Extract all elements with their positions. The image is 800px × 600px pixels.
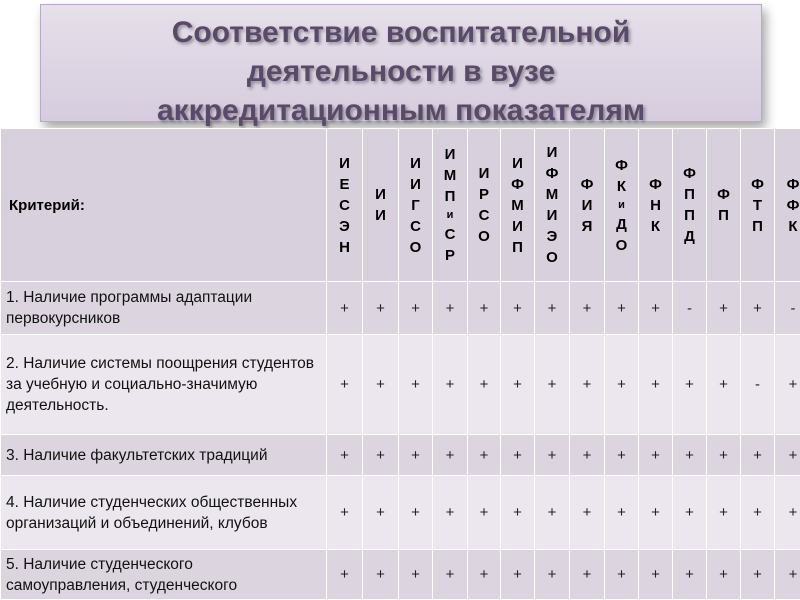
column-header-letter: С <box>339 196 350 214</box>
criterion-label: 5. Наличие студенческого самоуправления, студенческого <box>1 550 327 600</box>
column-header-letter: И <box>375 207 386 224</box>
column-header-letter: О <box>615 236 628 254</box>
column-header-text <box>741 129 774 281</box>
column-header-letter: Р <box>444 247 455 264</box>
column-header-letter: Ф <box>511 175 524 193</box>
column-header-text <box>468 129 500 281</box>
mark-cell: + <box>570 476 605 550</box>
mark-cell: + <box>433 435 468 476</box>
mark-cell: + <box>775 550 800 600</box>
mark-cell: + <box>433 550 468 600</box>
mark-cell: + <box>327 435 363 476</box>
criteria-table <box>0 128 800 600</box>
mark-cell: + <box>468 435 501 476</box>
column-header-letter: Ф <box>545 165 559 182</box>
mark-cell: + <box>327 550 363 600</box>
column-header-letter: О <box>546 249 558 266</box>
mark-cell: + <box>741 550 775 600</box>
mark-cell: + <box>570 282 605 335</box>
mark-cell: + <box>468 335 501 435</box>
mark-cell: + <box>707 335 741 435</box>
mark-cell: + <box>535 282 570 335</box>
column-header-letter: П <box>752 217 763 235</box>
title-box <box>40 4 762 127</box>
mark-cell: + <box>707 282 741 335</box>
column-header-letter: Д <box>684 228 695 245</box>
table-body <box>1 282 800 600</box>
column-header <box>535 129 570 282</box>
column-header-letter: О <box>478 228 490 245</box>
column-header-letter: Ф <box>786 175 800 193</box>
mark-cell: + <box>468 476 501 550</box>
column-header-letter: К <box>616 177 627 195</box>
mark-cell: + <box>363 550 399 600</box>
column-header-letter: Ф <box>649 175 662 193</box>
mark-cell: + <box>535 435 570 476</box>
criterion-label: 2. Наличие системы поощрения студентов за учебную и социально-значимую деятельность. <box>1 335 327 435</box>
column-header-text <box>535 129 569 281</box>
mark-cell: + <box>399 550 433 600</box>
column-header-letter: И <box>546 207 558 224</box>
mark-cell: + <box>775 435 800 476</box>
column-header-text <box>363 129 398 281</box>
column-header-letter: К <box>650 217 661 235</box>
mark-cell: + <box>535 476 570 550</box>
criterion-label: 1. Наличие программы адаптации первокурсников <box>1 282 327 335</box>
mark-cell: + <box>570 335 605 435</box>
column-header-letter: П <box>718 207 729 224</box>
mark-cell: + <box>673 435 707 476</box>
mark-cell: + <box>501 435 535 476</box>
column-header-letter: П <box>684 186 695 203</box>
mark-cell: + <box>605 335 639 435</box>
mark-cell: + <box>501 476 535 550</box>
column-header <box>673 129 707 282</box>
column-header-letter: И <box>478 165 490 182</box>
mark-cell: - <box>741 335 775 435</box>
column-header <box>468 129 501 282</box>
column-header-text <box>707 129 740 281</box>
column-header-letter: Ф <box>751 175 764 193</box>
mark-cell: + <box>433 282 468 335</box>
mark-cell: + <box>535 335 570 435</box>
table-row <box>1 435 800 476</box>
column-header-letter: Ф <box>615 156 628 174</box>
column-header-letter: М <box>443 167 457 184</box>
criterion-label: 4. Наличие студенческих общественных организаций и объединений, клубов <box>1 476 327 550</box>
mark-cell: + <box>433 335 468 435</box>
column-header-letter: И <box>444 146 456 163</box>
column-header-letter: Е <box>339 175 350 193</box>
table-row <box>1 476 800 550</box>
column-header-letter: Ф <box>683 165 696 182</box>
mark-cell: + <box>363 335 399 435</box>
mark-cell: + <box>327 282 363 335</box>
column-header-text <box>399 129 432 281</box>
table-row <box>1 335 800 435</box>
mark-cell: + <box>399 282 433 335</box>
column-header-letter: И <box>581 196 593 214</box>
criterion-header: Критерий: <box>1 129 327 282</box>
column-header <box>570 129 605 282</box>
mark-cell: + <box>673 335 707 435</box>
column-header-text <box>327 129 362 281</box>
mark-cell: + <box>741 476 775 550</box>
mark-cell: + <box>468 282 501 335</box>
title-line: деятельности в вузе <box>246 55 556 88</box>
mark-cell: + <box>775 476 800 550</box>
column-header-letter: И <box>375 186 386 203</box>
mark-cell: + <box>707 476 741 550</box>
table-row <box>1 282 800 335</box>
column-header <box>741 129 775 282</box>
column-header-text <box>639 129 672 281</box>
mark-cell: - <box>775 282 800 335</box>
column-header-letter: И <box>410 175 421 193</box>
column-header-letter: Ф <box>717 186 730 203</box>
mark-cell: + <box>673 476 707 550</box>
column-header <box>433 129 468 282</box>
column-header-letter: С <box>410 217 421 235</box>
column-header-letter: Ф <box>580 175 594 193</box>
mark-cell: + <box>535 550 570 600</box>
mark-cell: + <box>468 550 501 600</box>
mark-cell: + <box>501 335 535 435</box>
column-header-letter: Я <box>581 217 593 235</box>
mark-cell: + <box>501 550 535 600</box>
title-line: аккредитационным показателям <box>156 94 646 127</box>
column-header-letter: П <box>444 188 456 205</box>
mark-cell: + <box>639 335 673 435</box>
column-header-letter: Э <box>339 217 350 235</box>
table-header-row <box>1 129 800 282</box>
mark-cell: + <box>570 435 605 476</box>
column-header <box>639 129 673 282</box>
column-header-letter: Г <box>411 196 420 214</box>
mark-cell: + <box>605 435 639 476</box>
mark-cell: + <box>327 476 363 550</box>
column-header-letter: Н <box>650 196 661 214</box>
mark-cell: + <box>363 435 399 476</box>
column-header-letter: С <box>444 226 456 243</box>
column-header-text <box>673 129 706 281</box>
mark-cell: + <box>570 550 605 600</box>
criteria-table-wrapper <box>0 128 800 600</box>
column-header <box>605 129 639 282</box>
column-header-letter: О <box>409 238 422 256</box>
column-header-letter: С <box>478 207 490 224</box>
mark-cell: + <box>433 476 468 550</box>
column-header <box>707 129 741 282</box>
mark-cell: + <box>399 435 433 476</box>
mark-cell: + <box>363 282 399 335</box>
mark-cell: + <box>399 335 433 435</box>
mark-cell: + <box>605 550 639 600</box>
column-header-letter: Д <box>616 215 627 233</box>
column-header-letter: И <box>512 154 523 172</box>
mark-cell: + <box>605 282 639 335</box>
table-row <box>1 550 800 600</box>
column-header-text <box>775 129 800 281</box>
criterion-label: 3. Наличие факультетских традиций <box>1 435 327 476</box>
column-header-letter: Ф <box>786 196 800 214</box>
mark-cell: + <box>775 335 800 435</box>
column-header-letter: И <box>512 217 523 235</box>
column-header-letter: Э <box>546 228 558 245</box>
column-header <box>399 129 433 282</box>
mark-cell: + <box>639 282 673 335</box>
column-header-letter: Н <box>339 238 350 256</box>
title-line: Соответствие воспитательной <box>171 16 631 49</box>
mark-cell: + <box>605 476 639 550</box>
column-header-letter: И <box>339 154 350 172</box>
column-header <box>775 129 800 282</box>
column-header-text <box>605 129 638 281</box>
mark-cell: + <box>741 435 775 476</box>
column-header-letter: П <box>684 207 695 224</box>
column-header <box>501 129 535 282</box>
column-header <box>363 129 399 282</box>
column-header-text <box>570 129 604 281</box>
mark-cell: + <box>741 282 775 335</box>
mark-cell: + <box>707 435 741 476</box>
column-header-letter: И <box>546 144 558 161</box>
mark-cell: + <box>501 282 535 335</box>
mark-cell: + <box>639 550 673 600</box>
column-header-letter: К <box>788 217 798 235</box>
column-header-letter: М <box>511 196 524 214</box>
column-header-text <box>433 129 467 281</box>
mark-cell: + <box>707 550 741 600</box>
column-header-letter: И <box>410 154 421 172</box>
column-header-letter: и <box>618 198 625 211</box>
mark-cell: + <box>327 335 363 435</box>
column-header-letter: М <box>545 186 559 203</box>
column-header-letter: Т <box>752 196 763 214</box>
mark-cell: + <box>639 435 673 476</box>
mark-cell: + <box>639 476 673 550</box>
mark-cell: - <box>673 282 707 335</box>
column-header <box>327 129 363 282</box>
mark-cell: + <box>399 476 433 550</box>
column-header-letter: и <box>446 209 454 221</box>
mark-cell: + <box>673 550 707 600</box>
mark-cell: + <box>363 476 399 550</box>
column-header-text <box>501 129 534 281</box>
column-header-letter: Р <box>478 186 489 203</box>
slide-title <box>41 13 761 130</box>
column-header-letter: П <box>512 238 523 256</box>
